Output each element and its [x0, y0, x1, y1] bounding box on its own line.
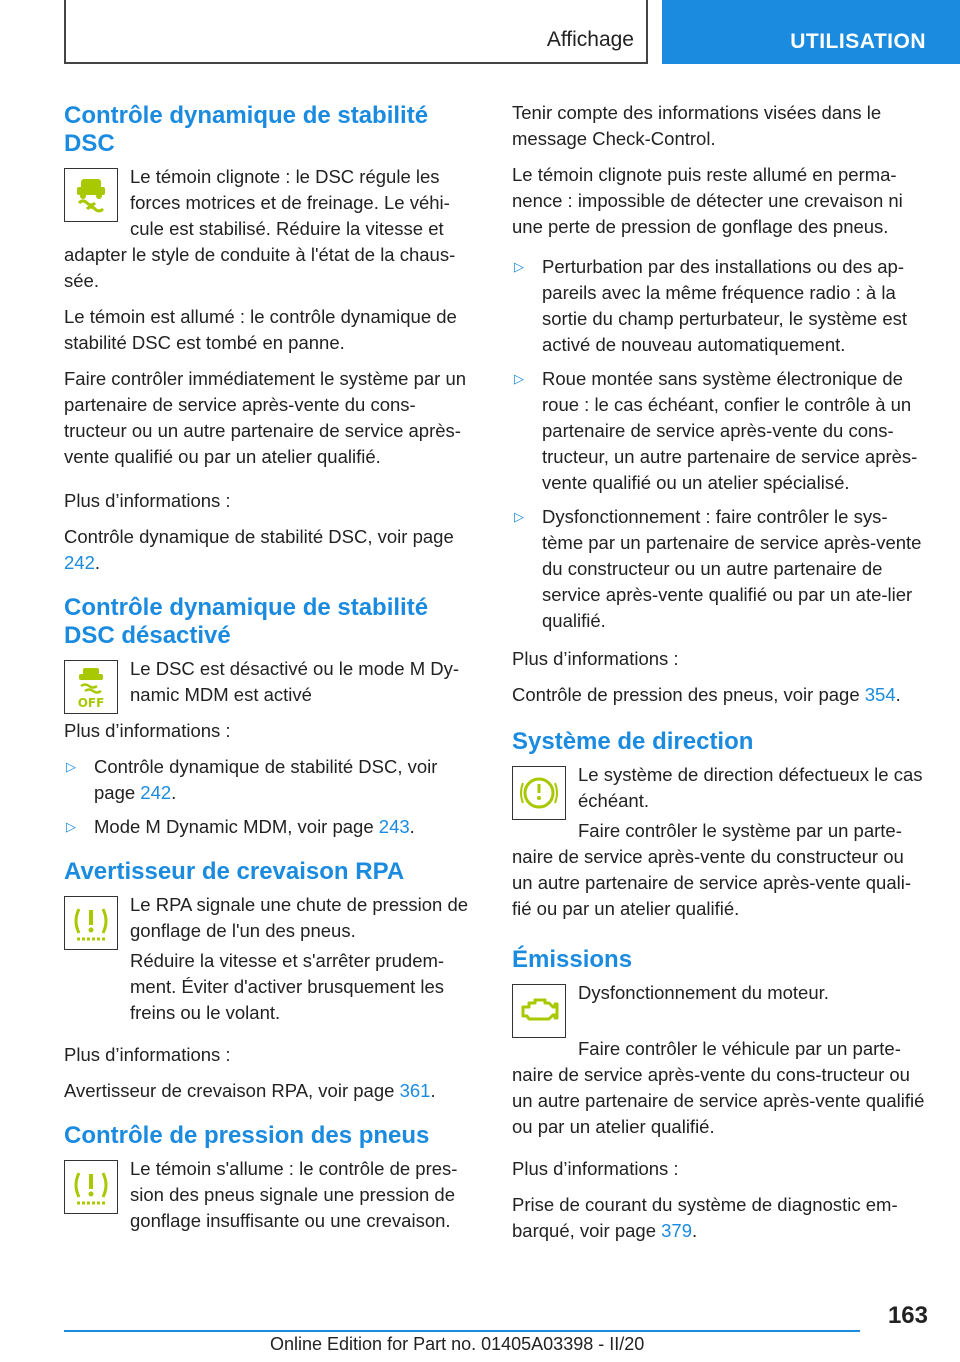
section-steering — [512, 728, 928, 922]
engine-warning-icon — [512, 984, 566, 1038]
tpm-paragraph-1: Le témoin s'allume : le contrôle de pres-sion des pneus signale une pression de gonflage insuffisante ou une crevaison. — [130, 1158, 458, 1231]
heading-tpm: Contrôle de pression des pneus — [64, 1122, 430, 1149]
dsc-off-icon — [64, 660, 118, 714]
emissions-reference-text: Prise de courant du système de diagnostic em-barqué, voir page — [512, 1194, 898, 1241]
steering-paragraph-1: Le système de direction défectueux le cas échéant. — [578, 764, 923, 811]
right-column — [512, 100, 928, 1262]
list-item — [64, 754, 476, 806]
rpa-more-info: Plus d’informations : — [64, 1044, 231, 1065]
section-rpa — [64, 858, 476, 1104]
list-item-text: Contrôle dynamique de stabilité DSC, voir page — [94, 756, 438, 803]
steering-warning-icon — [512, 766, 566, 820]
section-emissions — [512, 946, 928, 1244]
page-number: 163 — [887, 1302, 928, 1329]
rpa-reference-text: Avertisseur de crevaison RPA, voir page — [64, 1080, 400, 1101]
dsc-off-more-info: Plus d’informations : — [64, 720, 231, 741]
chapter-title: UTILISATION — [790, 30, 926, 53]
rpa-paragraph-1: Le RPA signale une chute de pression de gonflage de l'un des pneus. — [130, 894, 469, 941]
dsc-off-paragraph: Le DSC est désactivé ou le mode M Dy-namic MDM est activé — [130, 658, 460, 705]
page-link[interactable]: 243 — [378, 816, 410, 837]
list-item-text: Mode M Dynamic MDM, voir page — [94, 816, 379, 837]
right-reference-text: Contrôle de pression des pneus, voir page — [512, 684, 865, 705]
tire-pressure-warning-icon — [64, 1160, 118, 1214]
dsc-more-info: Plus d’informations : — [64, 490, 231, 511]
tire-pressure-warning-icon — [64, 896, 118, 950]
right-reference — [512, 682, 928, 708]
section-dsc-off — [64, 594, 476, 840]
heading-emissions: Émissions — [512, 946, 633, 973]
heading-steering: Système de direction — [512, 728, 754, 755]
right-reference-end: . — [895, 684, 901, 705]
svg-text:OFF: OFF — [77, 696, 105, 709]
diagnostic-page-link[interactable]: 379 — [661, 1220, 693, 1241]
list-item-end: . — [171, 782, 177, 803]
heading-dsc: Contrôle dynamique de stabilité DSC — [64, 102, 429, 157]
list-item — [64, 814, 476, 840]
right-more-info: Plus d’informations : — [512, 648, 679, 669]
triangle-bullet-icon: ▷ — [514, 371, 524, 386]
emissions-reference — [512, 1192, 928, 1244]
rpa-paragraph-2: Réduire la vitesse et s'arrêter prudem-ment. Éviter d'activer brusquement les freins ou le volant. — [130, 950, 445, 1023]
triangle-bullet-icon: ▷ — [514, 259, 524, 274]
rpa-reference-end: . — [430, 1080, 436, 1101]
chapter-tab — [662, 0, 960, 64]
dsc-reference-end: . — [94, 552, 101, 573]
list-item — [512, 504, 928, 634]
list-item — [512, 254, 928, 358]
triangle-bullet-icon: ▷ — [514, 509, 524, 524]
dsc-paragraph-2: Le témoin est allumé : le contrôle dynamique de stabilité DSC est tombé en panne. — [64, 306, 457, 353]
dsc-paragraph-1: Le témoin clignote : le DSC régule les forces motrices et de freinage. Le véhi-cule est stabilisé. Réduire la vitesse et adapter le style de conduite à l'état de la chaus-sée. — [64, 166, 456, 291]
steering-paragraph-2: Faire contrôler le système par un parte-naire de service après-vente du constructeur ou un autre partenaire de service après-vente quali-fié ou par un atelier qualifié. — [512, 820, 912, 919]
rpa-reference — [64, 1078, 476, 1104]
rpa-page-link[interactable]: 361 — [399, 1080, 431, 1101]
left-column — [64, 100, 476, 1252]
footer-edition: Online Edition for Part no. 01405A03398 - II/20 — [270, 1334, 645, 1354]
triangle-bullet-icon: ▷ — [66, 819, 76, 834]
emissions-paragraph-1: Dysfonctionnement du moteur. — [578, 982, 829, 1003]
emissions-more-info: Plus d’informations : — [512, 1158, 679, 1179]
list-item-text: Dysfonctionnement : faire contrôler le sys-tème par un partenaire de service après-vente du constructeur ou un autre partenaire de service après-vente qualifié ou par un ate-lier qualifié. — [542, 506, 922, 631]
dsc-off-list — [64, 754, 476, 840]
section-tpm — [64, 1122, 476, 1234]
heading-dsc-off: Contrôle dynamique de stabilité DSC désactivé — [64, 594, 429, 649]
list-item-text: Roue montée sans système électronique de roue : le cas échéant, confier le contrôle à un partenaire de service après-vente du cons-tructeur, un autre partenaire de service après-vente qualifié ou un atelier spécialisé. — [542, 368, 918, 493]
heading-rpa: Avertisseur de crevaison RPA — [64, 858, 405, 885]
dsc-reference-text: Contrôle dynamique de stabilité DSC, voir page — [64, 526, 454, 547]
emissions-paragraph-2: Faire contrôler le véhicule par un parte-naire de service après-vente du cons-tructeur ou un autre partenaire de service après-vente qualifié ou par un atelier qualifié. — [512, 1038, 925, 1137]
dsc-warning-icon — [64, 168, 118, 222]
right-paragraph-1: Tenir compte des informations visées dans le message Check-Control. — [512, 102, 882, 149]
right-paragraph-2: Le témoin clignote puis reste allumé en perma-nence : impossible de détecter une crevaison ni une perte de pression de gonflage des pneus. — [512, 164, 903, 237]
section-dsc — [64, 102, 476, 576]
footer-divider — [64, 1330, 860, 1332]
dsc-page-link[interactable]: 242 — [64, 552, 95, 573]
dsc-reference — [64, 524, 476, 576]
list-item — [512, 366, 928, 496]
tpm-page-link[interactable]: 354 — [864, 684, 896, 705]
right-list — [512, 254, 928, 634]
section-title: Affichage — [546, 28, 634, 51]
page-link[interactable]: 242 — [140, 782, 172, 803]
emissions-reference-end: . — [692, 1220, 698, 1241]
list-item-text: Perturbation par des installations ou des ap-pareils avec la même fréquence radio : à la sortie du champ perturbateur, le système est activé de nouveau automatiquement. — [542, 256, 908, 355]
list-item-end: . — [409, 816, 415, 837]
triangle-bullet-icon: ▷ — [66, 759, 76, 774]
dsc-paragraph-3: Faire contrôler immédiatement le système par un partenaire de service après-vente du cons-tructeur ou un autre partenaire de service après-vente qualifié ou par un atelier qualifié. — [64, 368, 467, 467]
